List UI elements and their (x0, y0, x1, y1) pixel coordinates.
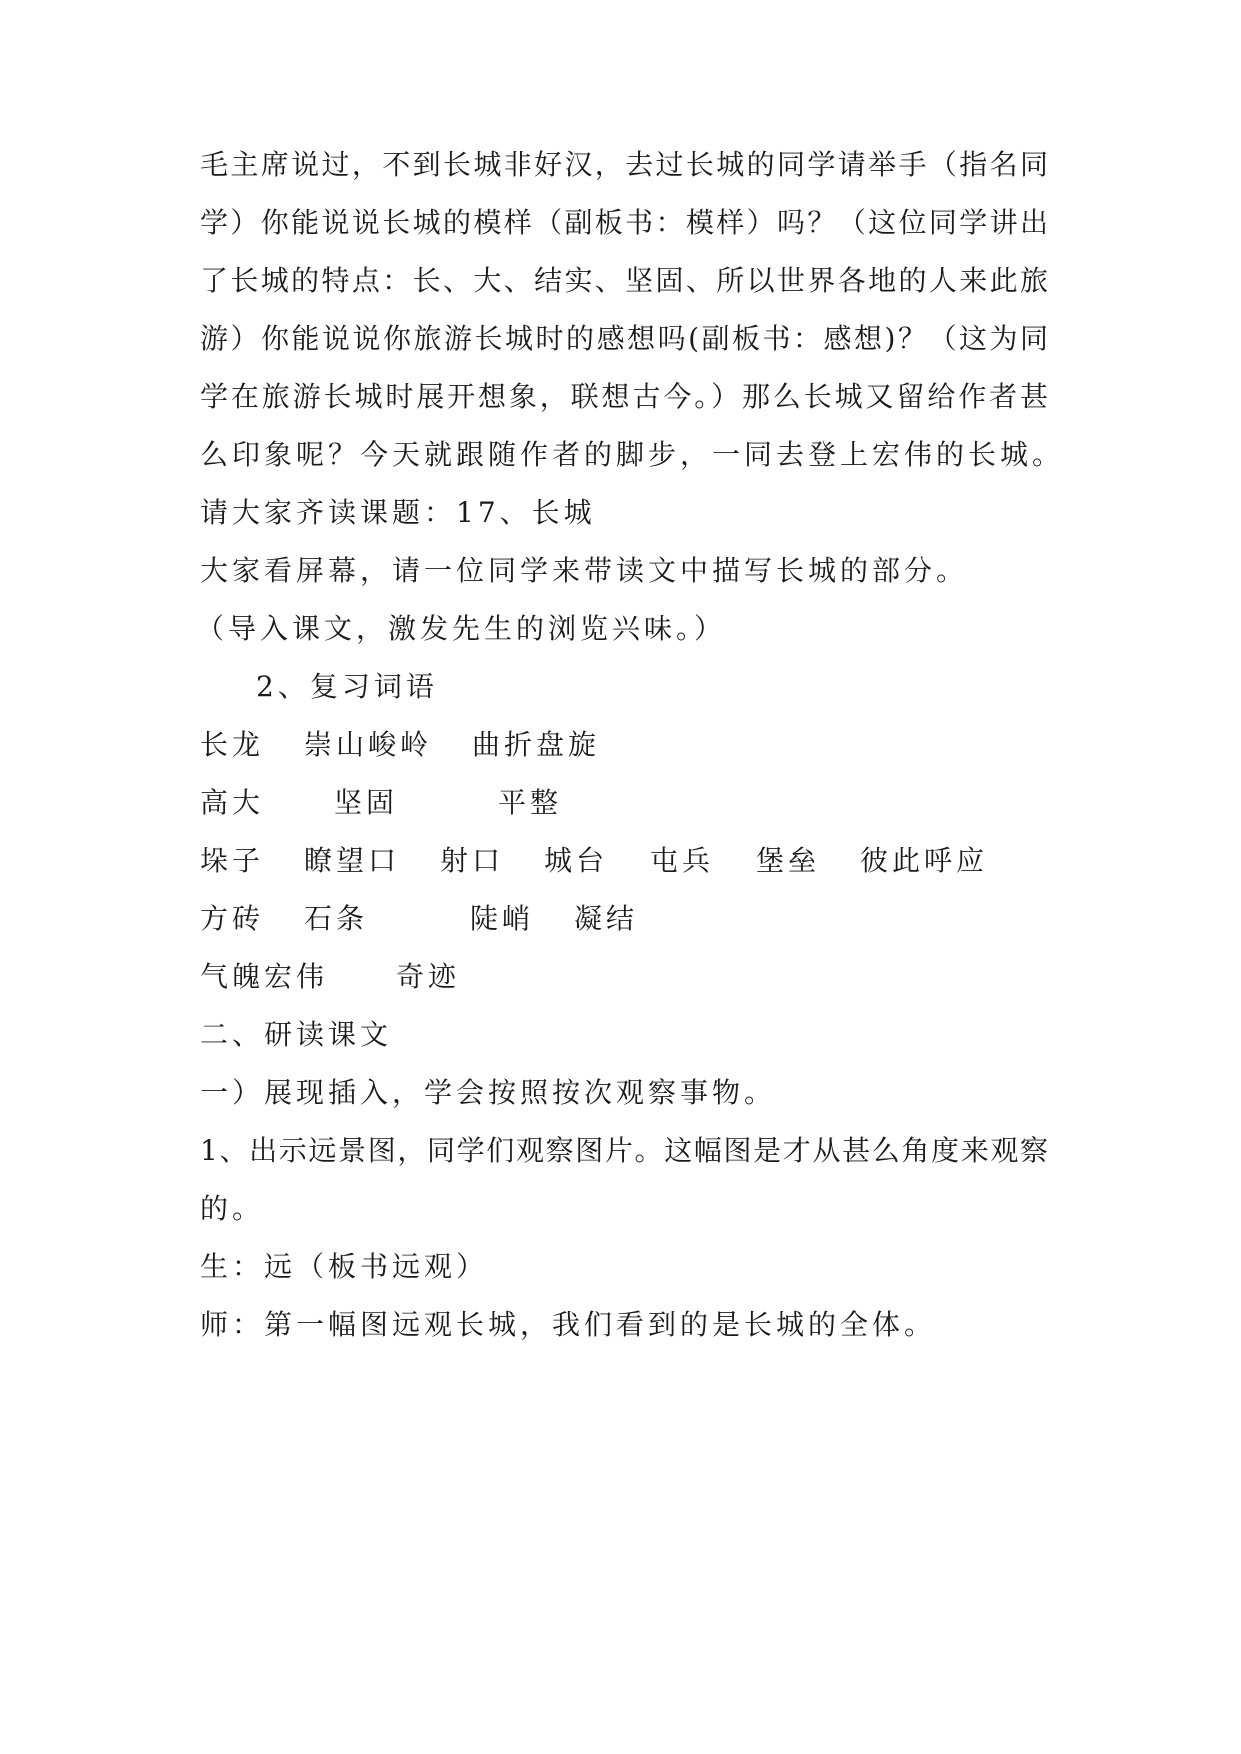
sub-one-heading: 一）展现插入，学会按照按次观察事物。 (200, 1076, 777, 1109)
vocab-word: 高大 (200, 786, 265, 819)
vocab-word: 气魄宏伟 (200, 960, 329, 993)
intro-line-1: 毛主席说过，不到长城非好汉，去过长城的同学请举手（指名同 (200, 148, 1048, 181)
vocab-word: 陡峭 (470, 902, 535, 935)
vocab-word: 垛子 (200, 844, 265, 877)
intro-line-3: 了长城的特点：长、大、结实、坚固、所以世界各地的人来此旅 (200, 264, 1048, 297)
intro-line-6: 么印象呢？今天就跟随作者的脚步，一同去登上宏伟的长城。 (200, 438, 1065, 471)
vocab-word: 瞭望口 (304, 844, 401, 877)
vocab-word: 方砖 (200, 902, 265, 935)
vocab-word: 射口 (440, 844, 505, 877)
read-title-line: 请大家齐读课题：17、长城 (200, 496, 596, 529)
question-1-line-1: 1、出示远景图，同学们观察图片。这幅图是才从甚么角度来观察 (200, 1134, 1048, 1167)
intro-line-4: 游）你能说说你旅游长城时的感想吗(副板书：感想)？（这为同 (200, 322, 1048, 355)
vocab-word: 坚固 (334, 786, 399, 819)
section-two-heading: 二、研读课文 (200, 1018, 393, 1051)
screen-reading-line: 大家看屏幕，请一位同学来带读文中描写长城的部分。 (200, 554, 969, 587)
intro-line-2: 学）你能说说长城的模样（副板书：模样）吗？（这位同学讲出 (200, 206, 1048, 239)
vocab-word: 平整 (498, 786, 563, 819)
vocab-word: 屯兵 (650, 844, 715, 877)
vocab-word: 曲折盘旋 (472, 728, 601, 761)
student-answer: 生：远（板书远观） (200, 1250, 489, 1283)
review-heading: 2、复习词语 (256, 670, 438, 703)
intro-note-line: （导入课文，激发先生的浏览兴味。） (196, 612, 727, 645)
vocab-word: 凝结 (574, 902, 639, 935)
teacher-answer: 师：第一幅图远观长城，我们看到的是长城的全体。 (200, 1308, 937, 1341)
vocab-word: 崇山峻岭 (304, 728, 433, 761)
vocab-word: 城台 (544, 844, 609, 877)
intro-line-5: 学在旅游长城时展开想象，联想古今。）那么长城又留给作者甚 (200, 380, 1048, 413)
vocab-word: 奇迹 (396, 960, 461, 993)
vocab-word: 堡垒 (756, 844, 821, 877)
vocab-word: 长龙 (200, 728, 265, 761)
vocab-word: 石条 (304, 902, 369, 935)
vocab-word: 彼此呼应 (860, 844, 989, 877)
question-1-line-2: 的。 (200, 1192, 265, 1225)
